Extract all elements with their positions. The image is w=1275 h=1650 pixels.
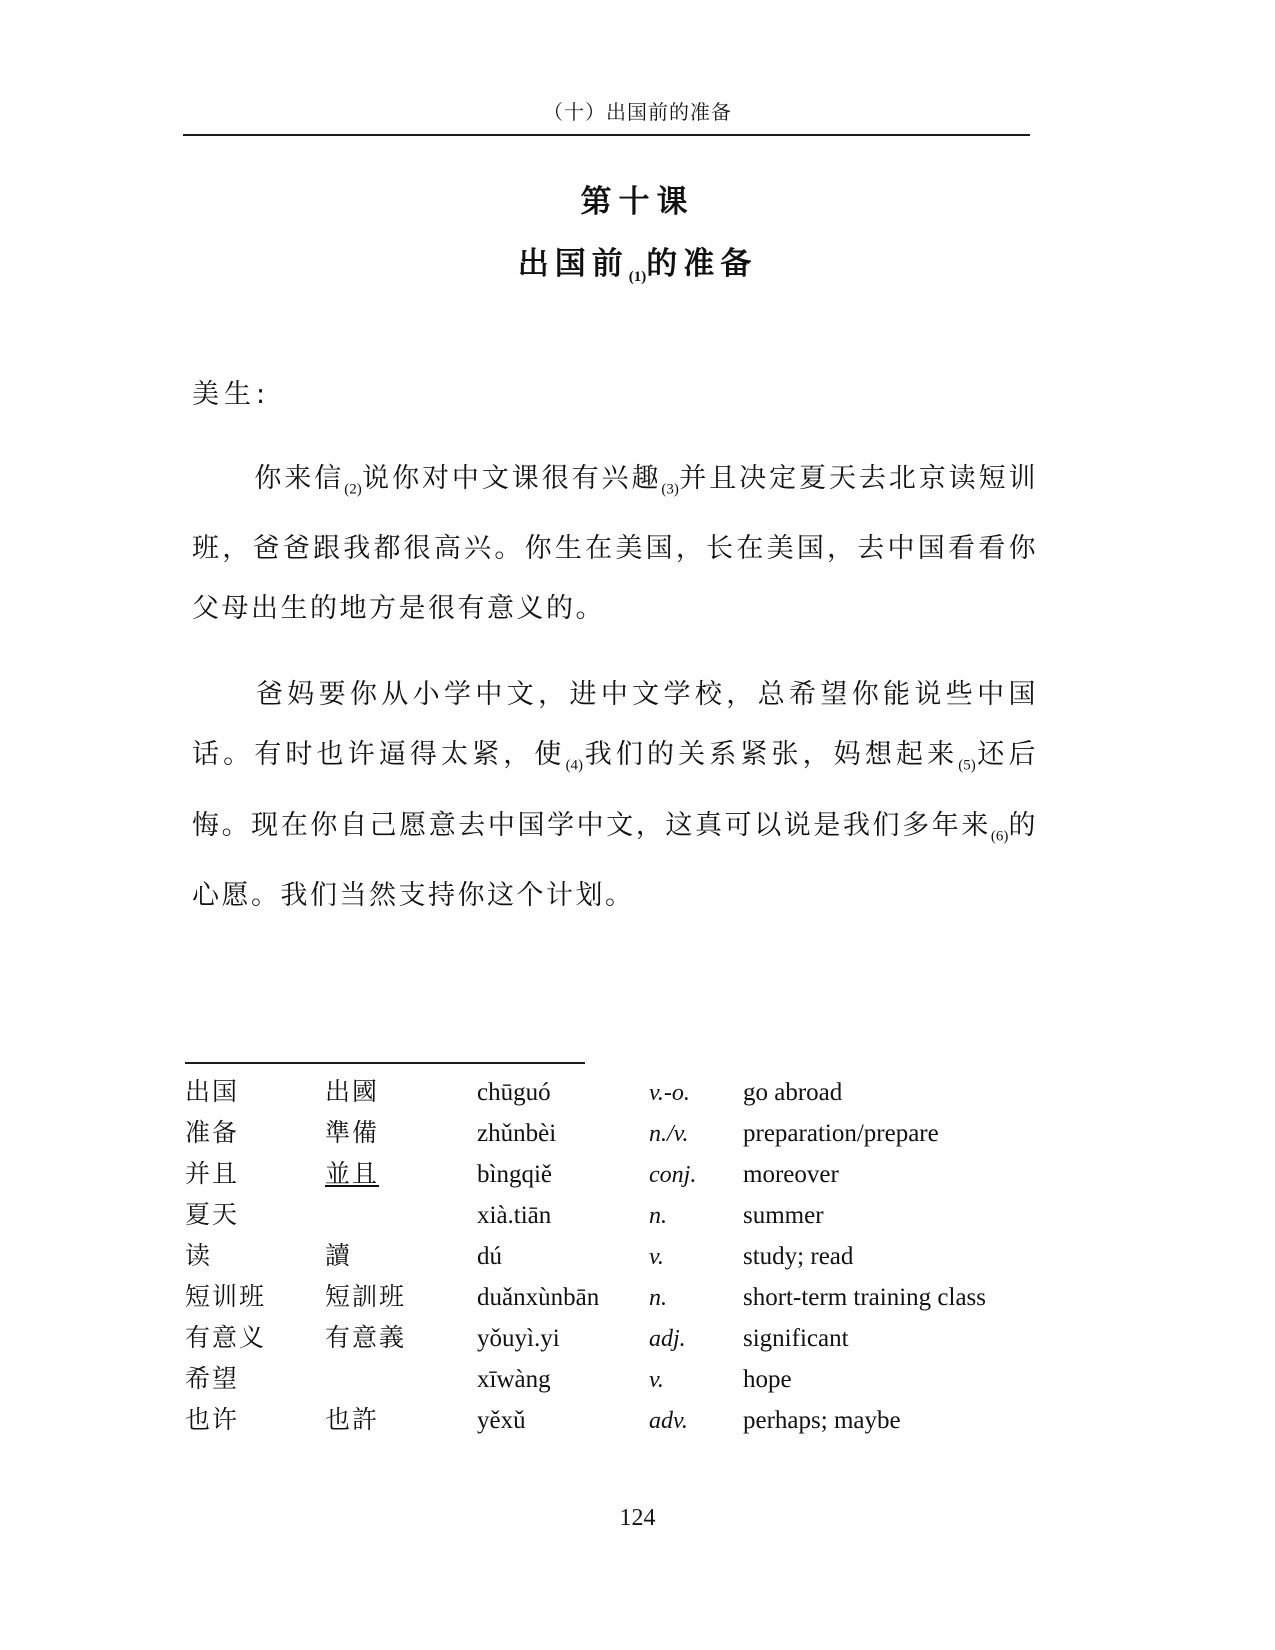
- vocab-traditional-cell: [325, 1277, 477, 1318]
- vocab-pinyin-cell: [477, 1236, 649, 1277]
- vocab-gloss-cell: [743, 1113, 1065, 1154]
- vocab-traditional: 有意義: [325, 1323, 407, 1352]
- vocab-part-of-speech: n.: [649, 1203, 667, 1229]
- vocab-traditional: 出國: [325, 1077, 380, 1106]
- vocabulary-top-rule: [185, 1062, 585, 1064]
- vocab-part-of-speech-cell: [649, 1154, 743, 1195]
- vocab-pinyin-cell: [477, 1400, 649, 1441]
- lesson-subtitle: [0, 238, 1275, 286]
- vocab-traditional-cell: [325, 1113, 477, 1154]
- footnote-marker-2: (2): [344, 481, 362, 498]
- vocab-gloss: preparation/prepare: [743, 1120, 939, 1147]
- letter-salutation: 美生:: [192, 379, 271, 410]
- vocab-pinyin-cell: [477, 1195, 649, 1236]
- footnote-marker-1: (1): [628, 269, 647, 286]
- vocab-pinyin-cell: [477, 1113, 649, 1154]
- paragraph-1-segment-3: 并且决定夏天去北京读短训班，爸爸跟我都很高兴。你生在美国，长在美国，去中国看看你父母出生的地方是很有意义的。: [192, 463, 1039, 625]
- vocab-pinyin-cell: [477, 1359, 649, 1400]
- vocabulary-table-body: [185, 1072, 1065, 1441]
- vocab-traditional-cell: [325, 1318, 477, 1359]
- vocab-traditional-cell: [325, 1154, 477, 1195]
- vocab-gloss: hope: [743, 1366, 792, 1393]
- vocab-simplified: 希望: [185, 1364, 240, 1393]
- vocab-part-of-speech: adj.: [649, 1326, 686, 1352]
- vocab-pinyin: yǒuyì.yi: [477, 1325, 560, 1352]
- footnote-marker-4: (4): [565, 757, 584, 774]
- vocab-traditional-cell: [325, 1195, 477, 1236]
- vocab-simplified: 读: [185, 1241, 213, 1270]
- vocab-pinyin-cell: [477, 1072, 649, 1113]
- vocabulary-row: [185, 1154, 1065, 1195]
- vocab-simplified-cell: [185, 1154, 325, 1195]
- vocab-simplified-cell: [185, 1236, 325, 1277]
- vocab-pinyin-cell: [477, 1318, 649, 1359]
- vocab-gloss-cell: [743, 1400, 1065, 1441]
- vocabulary-row: [185, 1318, 1065, 1359]
- vocab-traditional-cell: [325, 1359, 477, 1400]
- vocab-part-of-speech-cell: [649, 1400, 743, 1441]
- vocab-traditional: 準備: [325, 1118, 380, 1147]
- vocab-traditional: 讀: [325, 1241, 353, 1270]
- vocab-simplified: 有意义: [185, 1323, 267, 1352]
- vocabulary-table: [185, 1072, 1065, 1441]
- vocab-gloss: go abroad: [743, 1079, 843, 1106]
- vocab-simplified-cell: [185, 1072, 325, 1113]
- vocab-gloss: significant: [743, 1325, 849, 1352]
- footnote-marker-5: (5): [958, 757, 976, 774]
- vocab-part-of-speech: v.: [649, 1244, 664, 1270]
- vocabulary-row: [185, 1072, 1065, 1113]
- vocab-part-of-speech-cell: [649, 1277, 743, 1318]
- vocab-gloss-cell: [743, 1072, 1065, 1113]
- vocabulary-row: [185, 1236, 1065, 1277]
- vocab-part-of-speech: n.: [649, 1285, 667, 1311]
- vocab-pinyin: xīwàng: [477, 1366, 551, 1393]
- vocab-simplified-cell: [185, 1318, 325, 1359]
- paragraph-1-segment-1: 你来信: [254, 463, 345, 494]
- vocab-part-of-speech: v.-o.: [649, 1080, 690, 1106]
- vocab-pinyin: dú: [477, 1243, 502, 1270]
- vocab-part-of-speech-cell: [649, 1072, 743, 1113]
- lesson-subtitle-text-before: 出国前: [517, 246, 629, 282]
- vocab-part-of-speech: n./v.: [649, 1121, 689, 1147]
- footnote-marker-6: (6): [990, 828, 1009, 845]
- vocab-part-of-speech-cell: [649, 1318, 743, 1359]
- vocab-gloss: summer: [743, 1202, 824, 1229]
- vocab-gloss: study; read: [743, 1243, 854, 1270]
- vocab-pinyin-cell: [477, 1154, 649, 1195]
- lesson-subtitle-text-after: 的准备: [646, 246, 758, 282]
- vocab-pinyin: zhǔnbèi: [477, 1120, 557, 1147]
- vocab-simplified-cell: [185, 1359, 325, 1400]
- vocab-pinyin: chūguó: [477, 1079, 551, 1106]
- vocab-traditional: 短訓班: [325, 1282, 407, 1311]
- vocab-gloss-cell: [743, 1236, 1065, 1277]
- vocab-traditional-cell: [325, 1072, 477, 1113]
- vocabulary-row: [185, 1400, 1065, 1441]
- vocab-gloss: short-term training class: [743, 1284, 986, 1311]
- paragraph-2-segment-2: 我们的关系紧张，妈想起来: [583, 739, 959, 771]
- vocab-gloss-cell: [743, 1359, 1065, 1400]
- vocab-traditional: 也許: [325, 1405, 380, 1434]
- vocab-gloss: perhaps; maybe: [743, 1407, 901, 1434]
- paragraph-2-segment-4: 的心愿。我们当然支持你这个计划。: [192, 809, 1039, 912]
- vocab-traditional-cell: [325, 1236, 477, 1277]
- running-header: （十）出国前的准备: [543, 100, 732, 124]
- vocab-simplified: 出国: [185, 1077, 240, 1106]
- vocab-gloss-cell: [743, 1277, 1065, 1318]
- page-number: 124: [619, 1505, 656, 1531]
- header-divider-rule: [183, 134, 1030, 136]
- vocabulary-row: [185, 1359, 1065, 1400]
- vocab-part-of-speech-cell: [649, 1195, 743, 1236]
- vocab-part-of-speech: conj.: [649, 1162, 697, 1188]
- vocab-simplified-cell: [185, 1277, 325, 1318]
- vocab-pinyin-cell: [477, 1277, 649, 1318]
- vocab-pinyin: yěxǔ: [477, 1407, 526, 1434]
- lesson-title: 第十课: [580, 184, 695, 220]
- vocab-gloss-cell: [743, 1318, 1065, 1359]
- vocab-simplified: 夏天: [185, 1200, 240, 1229]
- letter-body: [192, 372, 1038, 952]
- letter-paragraph-1: [192, 449, 1038, 639]
- vocab-traditional: 並且: [325, 1159, 380, 1188]
- vocab-gloss-cell: [743, 1154, 1065, 1195]
- vocab-part-of-speech-cell: [649, 1359, 743, 1400]
- vocab-traditional-cell: [325, 1400, 477, 1441]
- vocab-pinyin: bìngqiě: [477, 1161, 552, 1188]
- vocab-gloss: moreover: [743, 1161, 839, 1188]
- vocab-simplified: 也许: [185, 1405, 240, 1434]
- vocabulary-row: [185, 1195, 1065, 1236]
- vocab-simplified-cell: [185, 1113, 325, 1154]
- vocabulary-row: [185, 1113, 1065, 1154]
- vocab-simplified: 短训班: [185, 1282, 267, 1311]
- vocab-part-of-speech: adv.: [649, 1408, 688, 1434]
- paragraph-2-segment-3: 还后悔。现在你自己愿意去中国学中文，这真可以说是我们多年来: [192, 739, 1039, 841]
- vocab-simplified-cell: [185, 1400, 325, 1441]
- paragraph-1-segment-2: 说你对中文课很有兴趣: [361, 463, 662, 494]
- letter-paragraph-2: [192, 665, 1038, 926]
- paragraph-2-segment-1: 爸妈要你从小学中文，进中文学校，总希望你能说些中国话。有时也许逼得太紧，使: [192, 679, 1038, 771]
- vocab-simplified: 并且: [185, 1159, 240, 1188]
- vocab-simplified: 准备: [185, 1118, 240, 1147]
- vocab-pinyin: xià.tiān: [477, 1202, 552, 1229]
- vocab-part-of-speech: v.: [649, 1367, 664, 1393]
- vocabulary-row: [185, 1277, 1065, 1318]
- vocab-part-of-speech-cell: [649, 1113, 743, 1154]
- vocab-pinyin: duǎnxùnbān: [477, 1284, 600, 1311]
- vocab-simplified-cell: [185, 1195, 325, 1236]
- vocab-gloss-cell: [743, 1195, 1065, 1236]
- vocab-part-of-speech-cell: [649, 1236, 743, 1277]
- footnote-marker-3: (3): [661, 481, 679, 498]
